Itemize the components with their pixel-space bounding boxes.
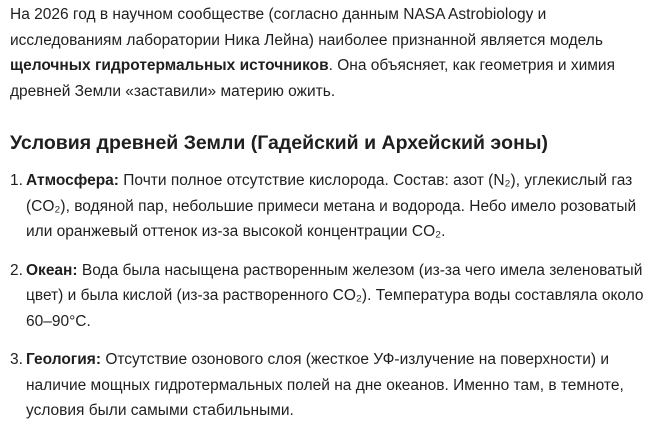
condition-term: Геология: xyxy=(26,351,102,368)
condition-item-ocean xyxy=(10,258,657,335)
intro-text-start: На 2026 год в научном сообществе (согласно данным NASA Astrobiology и исследованиям лаборатории Ника Лейна) наиболее признанной является модель xyxy=(10,6,603,49)
condition-item-atmosphere xyxy=(10,168,657,245)
list-number: 1. xyxy=(10,172,23,189)
condition-term: Океан: xyxy=(26,261,78,279)
section-heading: Условия древней Земли (Гадейский и Архейский эоны) xyxy=(10,132,549,154)
condition-text: Вода была насыщена растворенным железом (из-за чего имела зеленоватый цвет) и была кислой (из-за растворенного CO₂). Температура воды составляла около 60–90°C. xyxy=(26,261,644,330)
conditions-list xyxy=(10,168,657,424)
list-number: 2. xyxy=(10,261,23,279)
intro-bold-model: щелочных гидротермальных источников xyxy=(10,57,329,74)
intro-text-end: . Она объясняет, как геометрия и химия древней Земли «заставили» материю ожить. xyxy=(10,57,615,100)
condition-text: Отсутствие озонового слоя (жесткое УФ-излучение на поверхности) и наличие мощных гидротермальных полей на дне океанов. Именно там, в темноте, условия были самыми стабильными. xyxy=(26,351,624,419)
condition-term: Атмосфера: xyxy=(26,172,119,189)
condition-text: Почти полное отсутствие кислорода. Состав: азот (N₂), углекислый газ (CO₂), водяной пар, небольшие примеси метана и водорода. Небо имело розоватый или оранжевый оттенок из-за высокой концентрации CO₂. xyxy=(26,172,637,240)
condition-item-geology xyxy=(10,347,657,424)
intro-paragraph xyxy=(10,2,657,104)
list-number: 3. xyxy=(10,351,23,368)
